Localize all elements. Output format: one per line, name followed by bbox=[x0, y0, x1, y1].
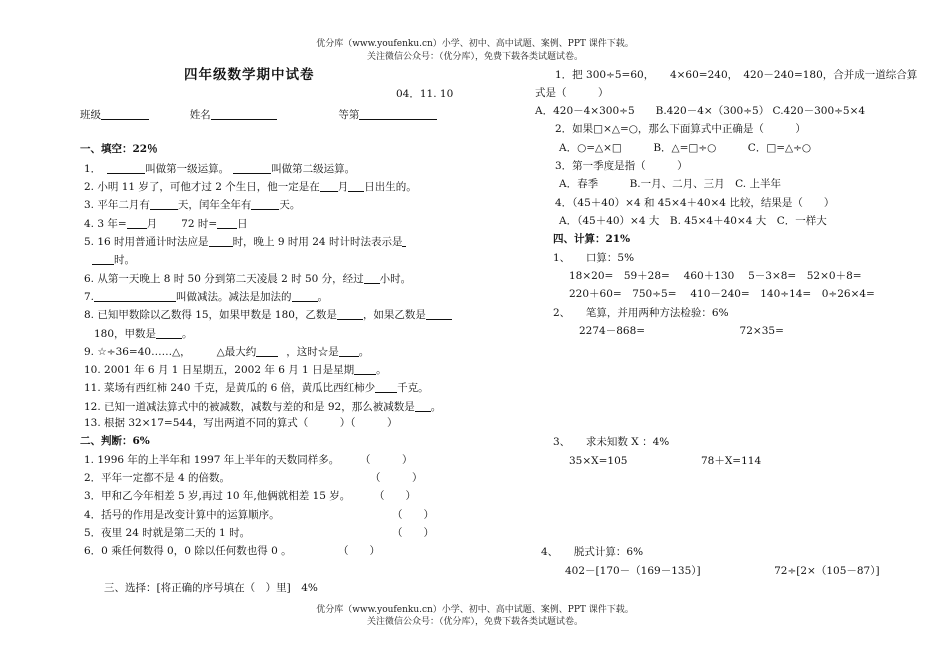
question-11: 11. 菜场有西红柿 240 千克，是黄瓜的 6 倍，黄瓜比西红柿少 千克。 bbox=[84, 382, 429, 394]
calc-3-title: 3、 求未知数 X ：4% bbox=[553, 436, 670, 448]
choice-1: 1．把 300÷5=60， 4×60=240， 420－240=180，合并成一道综合算 bbox=[555, 69, 918, 81]
section-judge-title: 二、判断：6% bbox=[80, 435, 150, 447]
calc-1-row-2: 220＋60= 750÷5= 410－240= 140÷14= 0÷26×4= bbox=[569, 288, 875, 300]
q3-blank-1[interactable] bbox=[150, 198, 178, 210]
judge-3: 3．甲和乙今年相差 5 岁,再过 10 年,他俩就相差 15 岁。 bbox=[84, 490, 351, 502]
footer-line-1: 优分库（www.youfenku.cn）小学、初中、高中试题、案例、PPT 课件下载。 bbox=[316, 605, 634, 615]
calc-2-row: 2274－868= 72×35= bbox=[579, 325, 784, 337]
q10-blank[interactable] bbox=[354, 363, 376, 375]
question-7: 7. 叫做减法。减法是加法的 。 bbox=[84, 291, 329, 303]
section-fill-in-title: 一、填空：22％ bbox=[80, 143, 158, 155]
calc-4-title: 4、 脱式计算：6% bbox=[541, 546, 644, 558]
q3-blank-2[interactable] bbox=[251, 198, 279, 210]
class-label: 班级 bbox=[80, 109, 101, 121]
q11-blank[interactable] bbox=[375, 381, 397, 393]
choice-3: 3．第一季度是指（ ） bbox=[555, 160, 688, 172]
choice-2: 2．如果□×△=○，那么下面算式中正确是（ ） bbox=[555, 123, 806, 135]
q2-blank-month[interactable] bbox=[320, 180, 338, 192]
question-9: 9. ☆÷36=40……△， △最大约 ，这时☆是 。 bbox=[84, 346, 370, 358]
choice-4: 4．（45＋40）×4 和 45×4＋40×4 比较，结果是（ ） bbox=[555, 197, 835, 209]
question-13: 13. 根据 32×17=544，写出两道不同的算式（ ）（ ） bbox=[84, 417, 398, 429]
q7-blank-1[interactable] bbox=[94, 290, 176, 302]
section-choice-title: 三、选择：[将正确的序号填在（ ）里] 4% bbox=[104, 582, 318, 594]
q4-blank-2[interactable] bbox=[217, 217, 237, 229]
footer-line-2: 关注微信公众号：（优分库），免费下载各类试题试卷。 bbox=[366, 617, 583, 627]
calc-1-title: 1、 口算：5% bbox=[553, 252, 635, 264]
q12-blank[interactable] bbox=[415, 400, 431, 412]
judge-5: 5．夜里 24 时就是第二天的 1 时。 bbox=[84, 527, 251, 539]
choice-2-options: A．○=△×□ B．△=□÷○ C．□=△÷○ bbox=[559, 142, 812, 154]
judge-4-paren[interactable]: （ ） bbox=[392, 509, 434, 521]
q8-blank-3[interactable] bbox=[156, 327, 182, 339]
choice-3-options: A．春季 B.一月、二月、三月 C. 上半年 bbox=[559, 178, 781, 190]
calc-4-row: 402－[170－（169－135）] 72÷[2×（105－87）] bbox=[565, 565, 880, 577]
q9-blank-1[interactable] bbox=[256, 345, 278, 357]
q9-blank-2[interactable] bbox=[339, 345, 359, 357]
question-1: 1． 叫做第一级运算。 叫做第二级运算。 bbox=[84, 163, 356, 175]
name-label: 姓名 bbox=[189, 109, 211, 121]
name-blank[interactable] bbox=[211, 108, 277, 120]
exam-title: 四年级数学期中试卷 bbox=[184, 67, 315, 83]
judge-2-paren[interactable]: （ ） bbox=[370, 472, 423, 484]
q8-blank-1[interactable] bbox=[337, 308, 363, 320]
question-2: 2. 小明 11 岁了，可他才过 2 个生日，他一定是在 月 日出生的。 bbox=[84, 181, 417, 193]
question-10: 10. 2001 年 6 月 1 日星期五，2002 年 6 月 1 日是星期 。 bbox=[84, 364, 387, 376]
question-8-cont: 180，甲数是 。 bbox=[94, 328, 193, 340]
judge-3-paren[interactable]: （ ） bbox=[374, 490, 416, 502]
grade-blank[interactable] bbox=[359, 108, 437, 120]
student-info-row bbox=[80, 108, 437, 121]
question-5-cont: 时。 bbox=[92, 253, 135, 266]
section-calc-title: 四、计算：21% bbox=[553, 233, 631, 245]
q5-blank-2[interactable] bbox=[92, 253, 114, 265]
right-column bbox=[475, 0, 950, 671]
choice-1-options: A．420－4×300÷5 B.420－4×（300÷5） C.420－300÷5×4 bbox=[535, 105, 866, 117]
exam-date: 04．11. 10 bbox=[396, 88, 454, 100]
choice-4-options: A．（45＋40）×4 大 B. 45×4＋40×4 大 C．一样大 bbox=[559, 215, 827, 227]
question-12: 12. 已知一道减法算式中的被减数，减数与差的和是 92，那么被减数是 。 bbox=[84, 401, 442, 413]
q4-blank-1[interactable] bbox=[127, 217, 147, 229]
q7-blank-2[interactable] bbox=[292, 290, 318, 302]
question-6: 6. 从第一天晚上 8 时 50 分到第二天凌晨 2 时 50 分，经过 小时。 bbox=[84, 273, 412, 285]
judge-1: 1. 1996 年的上半年和 1997 年上半年的天数同样多。 bbox=[84, 454, 340, 466]
calc-2-title: 2、 笔算，并用两种方法检验：6% bbox=[553, 307, 729, 319]
calc-3-row: 35×X=105 78＋X=114 bbox=[569, 455, 762, 467]
q2-blank-day[interactable] bbox=[348, 180, 364, 192]
calc-1-row-1: 18×20= 59＋28= 460＋130 5－3×8= 52×0＋8= bbox=[569, 270, 862, 282]
question-8: 8. 已知甲数除以乙数得 15，如果甲数是 180，乙数是 ，如果乙数是 bbox=[84, 308, 452, 321]
judge-5-paren[interactable]: （ ） bbox=[392, 527, 434, 539]
choice-1-cont: 式是（ ） bbox=[535, 87, 609, 99]
q1-blank-2[interactable] bbox=[233, 162, 271, 174]
q5-blank-1[interactable] bbox=[209, 235, 233, 247]
q6-blank[interactable] bbox=[364, 272, 380, 284]
judge-1-paren[interactable]: （ ） bbox=[360, 454, 413, 466]
question-3: 3. 平年二月有 天，闰年全年有 天。 bbox=[84, 199, 301, 211]
class-blank[interactable] bbox=[101, 108, 149, 120]
judge-4: 4．括号的作用是改变计算中的运算顺序。 bbox=[84, 509, 280, 521]
question-5: 5. 16 时用普通计时法应是 时，晚上 9 时用 24 时计时法表示是 bbox=[84, 235, 406, 248]
grade-label: 等第 bbox=[338, 109, 360, 121]
judge-2: 2．平年一定都不是 4 的倍数。 bbox=[84, 472, 231, 484]
q1-blank-1[interactable] bbox=[107, 162, 145, 174]
header-line-1: 优分库（www.youfenku.cn）小学、初中、高中试题、案例、PPT 课件下载。 bbox=[316, 39, 634, 49]
judge-6: 6．0 乘任何数得 0，0 除以任何数也得 0 。 bbox=[84, 545, 292, 557]
q8-blank-2[interactable] bbox=[426, 308, 452, 320]
header-line-2: 关注微信公众号：（优分库），免费下载各类试题试卷。 bbox=[366, 52, 583, 62]
judge-6-paren[interactable]: （ ） bbox=[338, 545, 380, 557]
question-4: 4. 3 年= 月 72 时= 日 bbox=[84, 218, 248, 230]
